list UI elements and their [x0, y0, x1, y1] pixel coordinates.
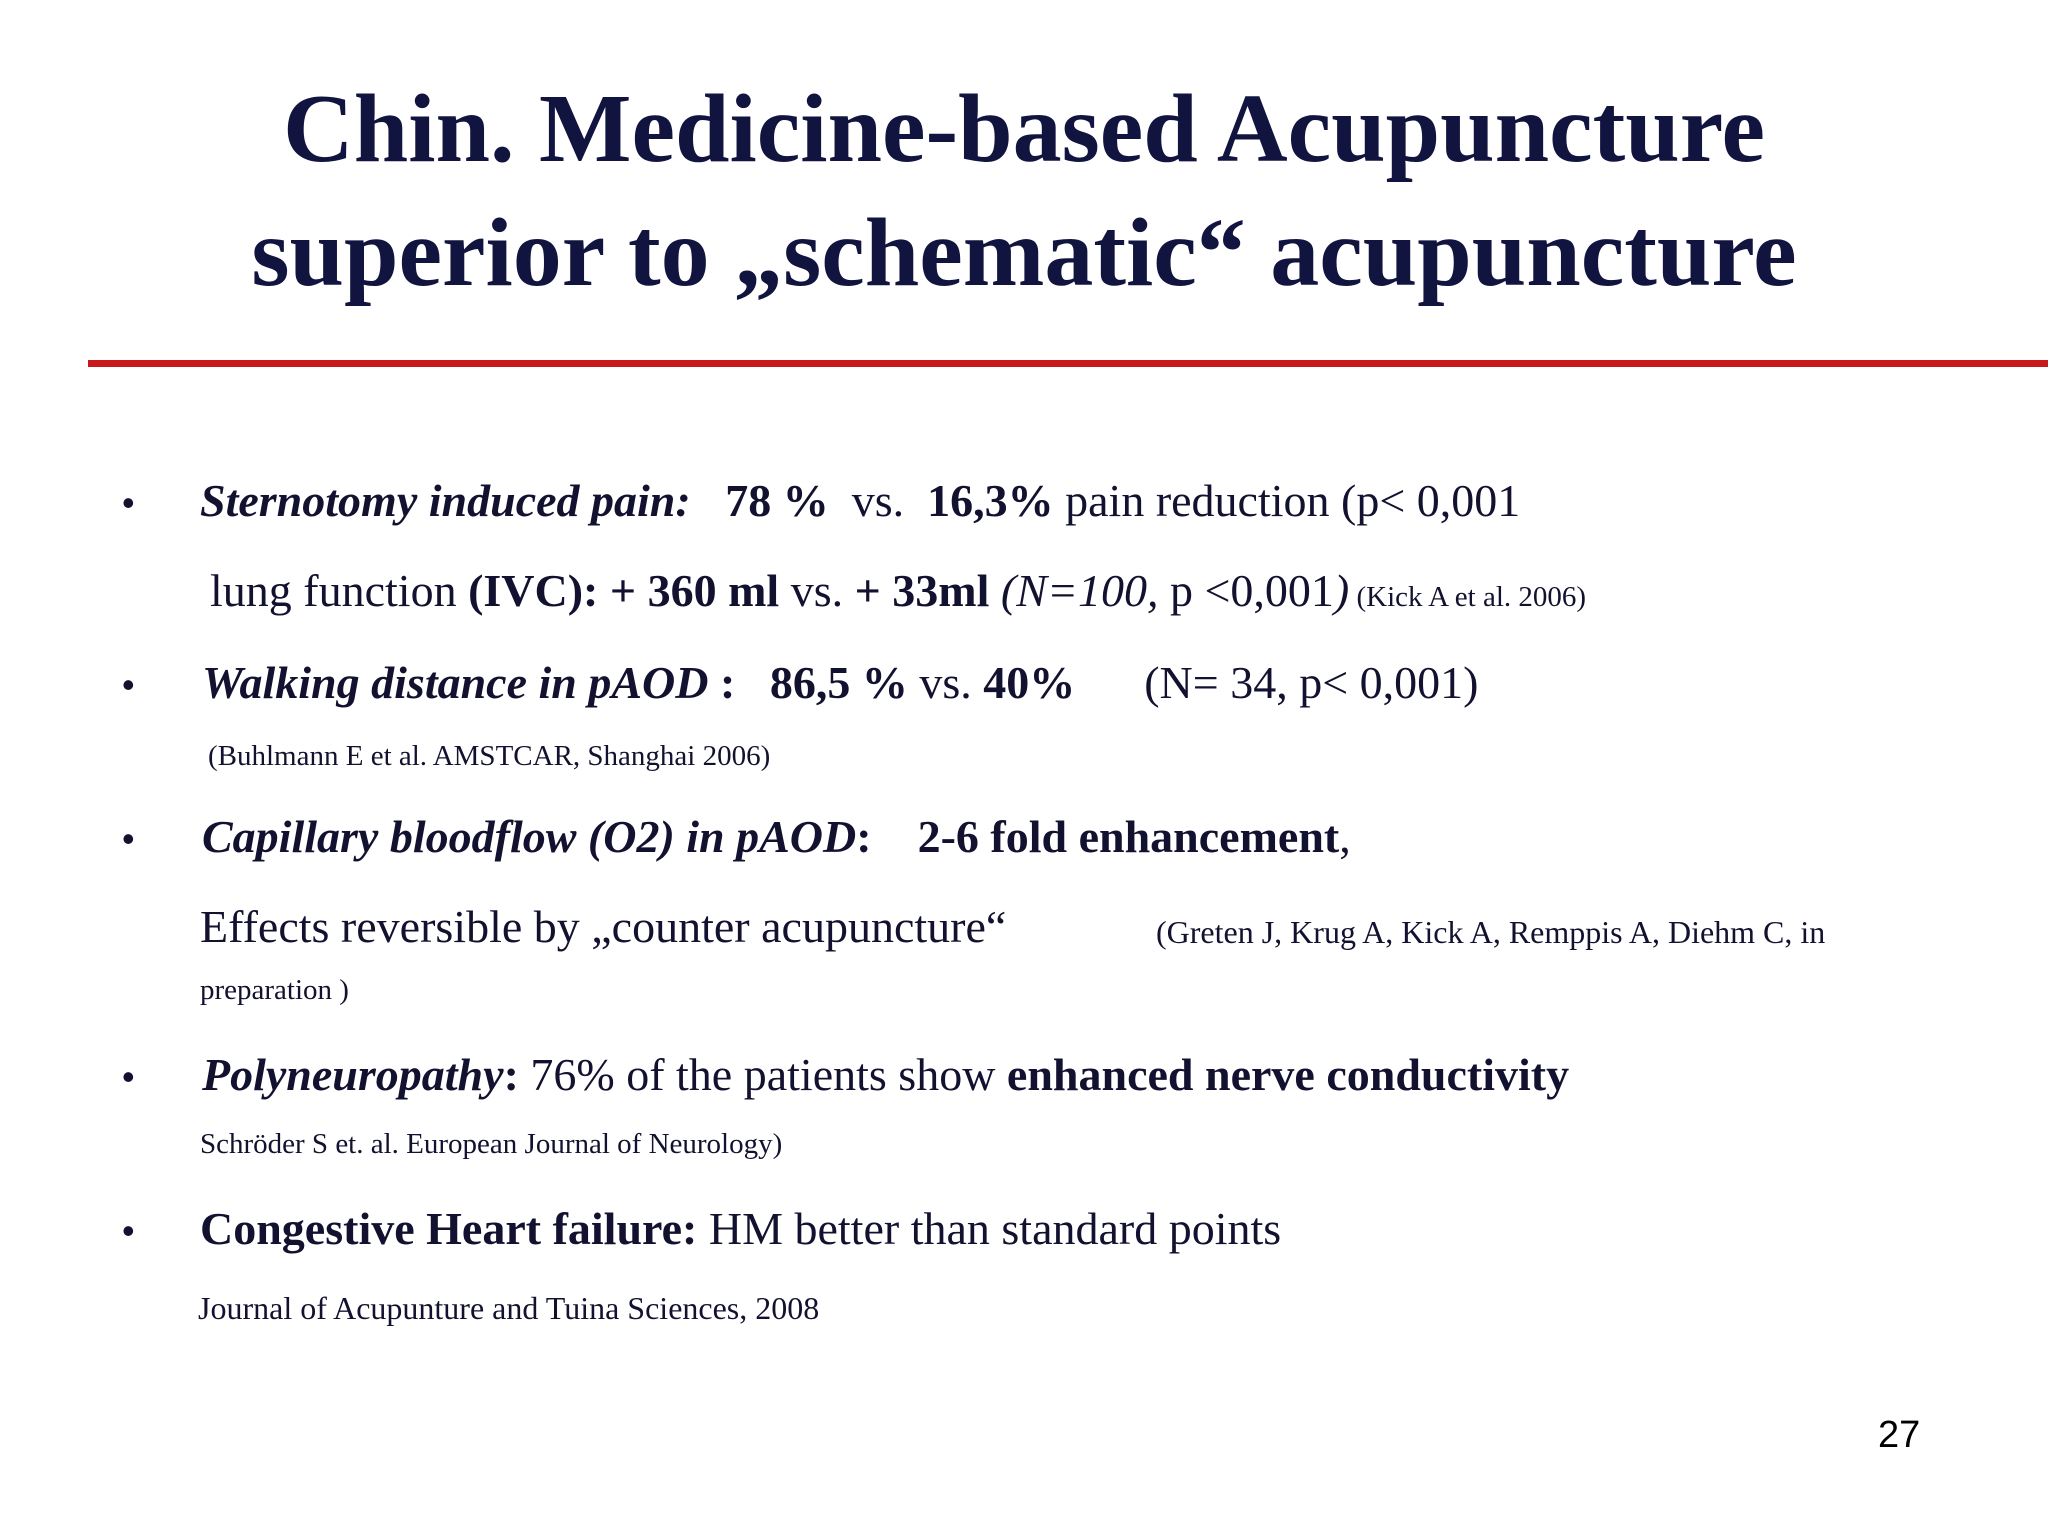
slide-title-line-1: Chin. Medicine-based Acupuncture	[283, 75, 1765, 183]
sub-pre: lung function	[210, 565, 469, 616]
sub-ref: (Kick A et al. 2006)	[1349, 581, 1587, 613]
sub-p: p <0,001	[1158, 565, 1334, 616]
item-capillary-ref: (Greten J, Krug A, Kick A, Remppis A, Diehm C, in	[1156, 914, 1826, 950]
item-value: 86,5 %	[769, 657, 908, 708]
item-vs: vs.	[907, 657, 984, 708]
item-sternotomy	[200, 474, 1520, 527]
item-polyneuropathy	[202, 1048, 1569, 1101]
page-number: 27	[1878, 1414, 1921, 1456]
item-label: Congestive Heart failure:	[200, 1203, 698, 1254]
bullet-icon: •	[122, 482, 135, 523]
item-sternotomy-sub	[210, 564, 1586, 617]
item-walking-distance	[202, 656, 1478, 709]
item-label: Sternotomy induced pain:	[200, 475, 691, 526]
item-comma: ,	[1339, 811, 1351, 862]
item-tail: pain reduction (p< 0,001	[1065, 475, 1521, 526]
sub-n: N=100,	[1016, 565, 1159, 616]
sub-paren-open: (	[989, 565, 1017, 616]
item-polyneuropathy-ref: Schröder S et. al. European Journal of Neurology)	[200, 1128, 783, 1160]
item-capillary	[202, 810, 1351, 863]
item-heart-failure-ref: Journal of Acupunture and Tuina Sciences, 2008	[198, 1290, 820, 1326]
item-colon: :	[856, 811, 872, 862]
item-value-2: 16,3%	[927, 475, 1054, 526]
item-colon: :	[708, 657, 736, 708]
item-tail: (N= 34, p< 0,001)	[1144, 657, 1479, 708]
item-text: HM better than standard points	[697, 1203, 1282, 1254]
item-value: 78 %	[725, 475, 829, 526]
sub-paren-close: )	[1333, 565, 1350, 616]
bullet-icon: •	[122, 818, 135, 859]
item-label: Polyneuropathy	[202, 1049, 504, 1100]
item-heart-failure	[200, 1202, 1281, 1255]
item-value: 2-6 fold enhancement	[917, 811, 1340, 862]
sub-ivc: (IVC): + 360 ml	[468, 565, 780, 616]
item-vs: vs.	[851, 475, 905, 526]
bullet-icon: •	[122, 1056, 135, 1097]
bullet-icon: •	[122, 664, 135, 705]
title-divider	[88, 360, 2048, 367]
item-colon: :	[503, 1049, 519, 1100]
slide-title-line-2: superior to „schematic“ acupuncture	[251, 199, 1797, 307]
item-label: Walking distance in pAOD	[202, 657, 709, 708]
item-bold: enhanced nerve conductivity	[1006, 1049, 1570, 1100]
item-capillary-effects: Effects reversible by „counter acupuncture“	[200, 901, 1007, 952]
sub-vs: vs.	[779, 565, 855, 616]
item-walking-ref: (Buhlmann E et al. AMSTCAR, Shanghai 2006)	[208, 740, 771, 772]
item-value-2: 40%	[983, 657, 1076, 708]
bullet-icon: •	[122, 1210, 135, 1251]
sub-value: + 33ml	[854, 565, 990, 616]
item-capillary-ref-cont: preparation )	[200, 974, 349, 1006]
item-label: Capillary bloodflow (O2) in pAOD	[202, 811, 857, 862]
item-text: 76% of the patients show	[518, 1049, 1007, 1100]
